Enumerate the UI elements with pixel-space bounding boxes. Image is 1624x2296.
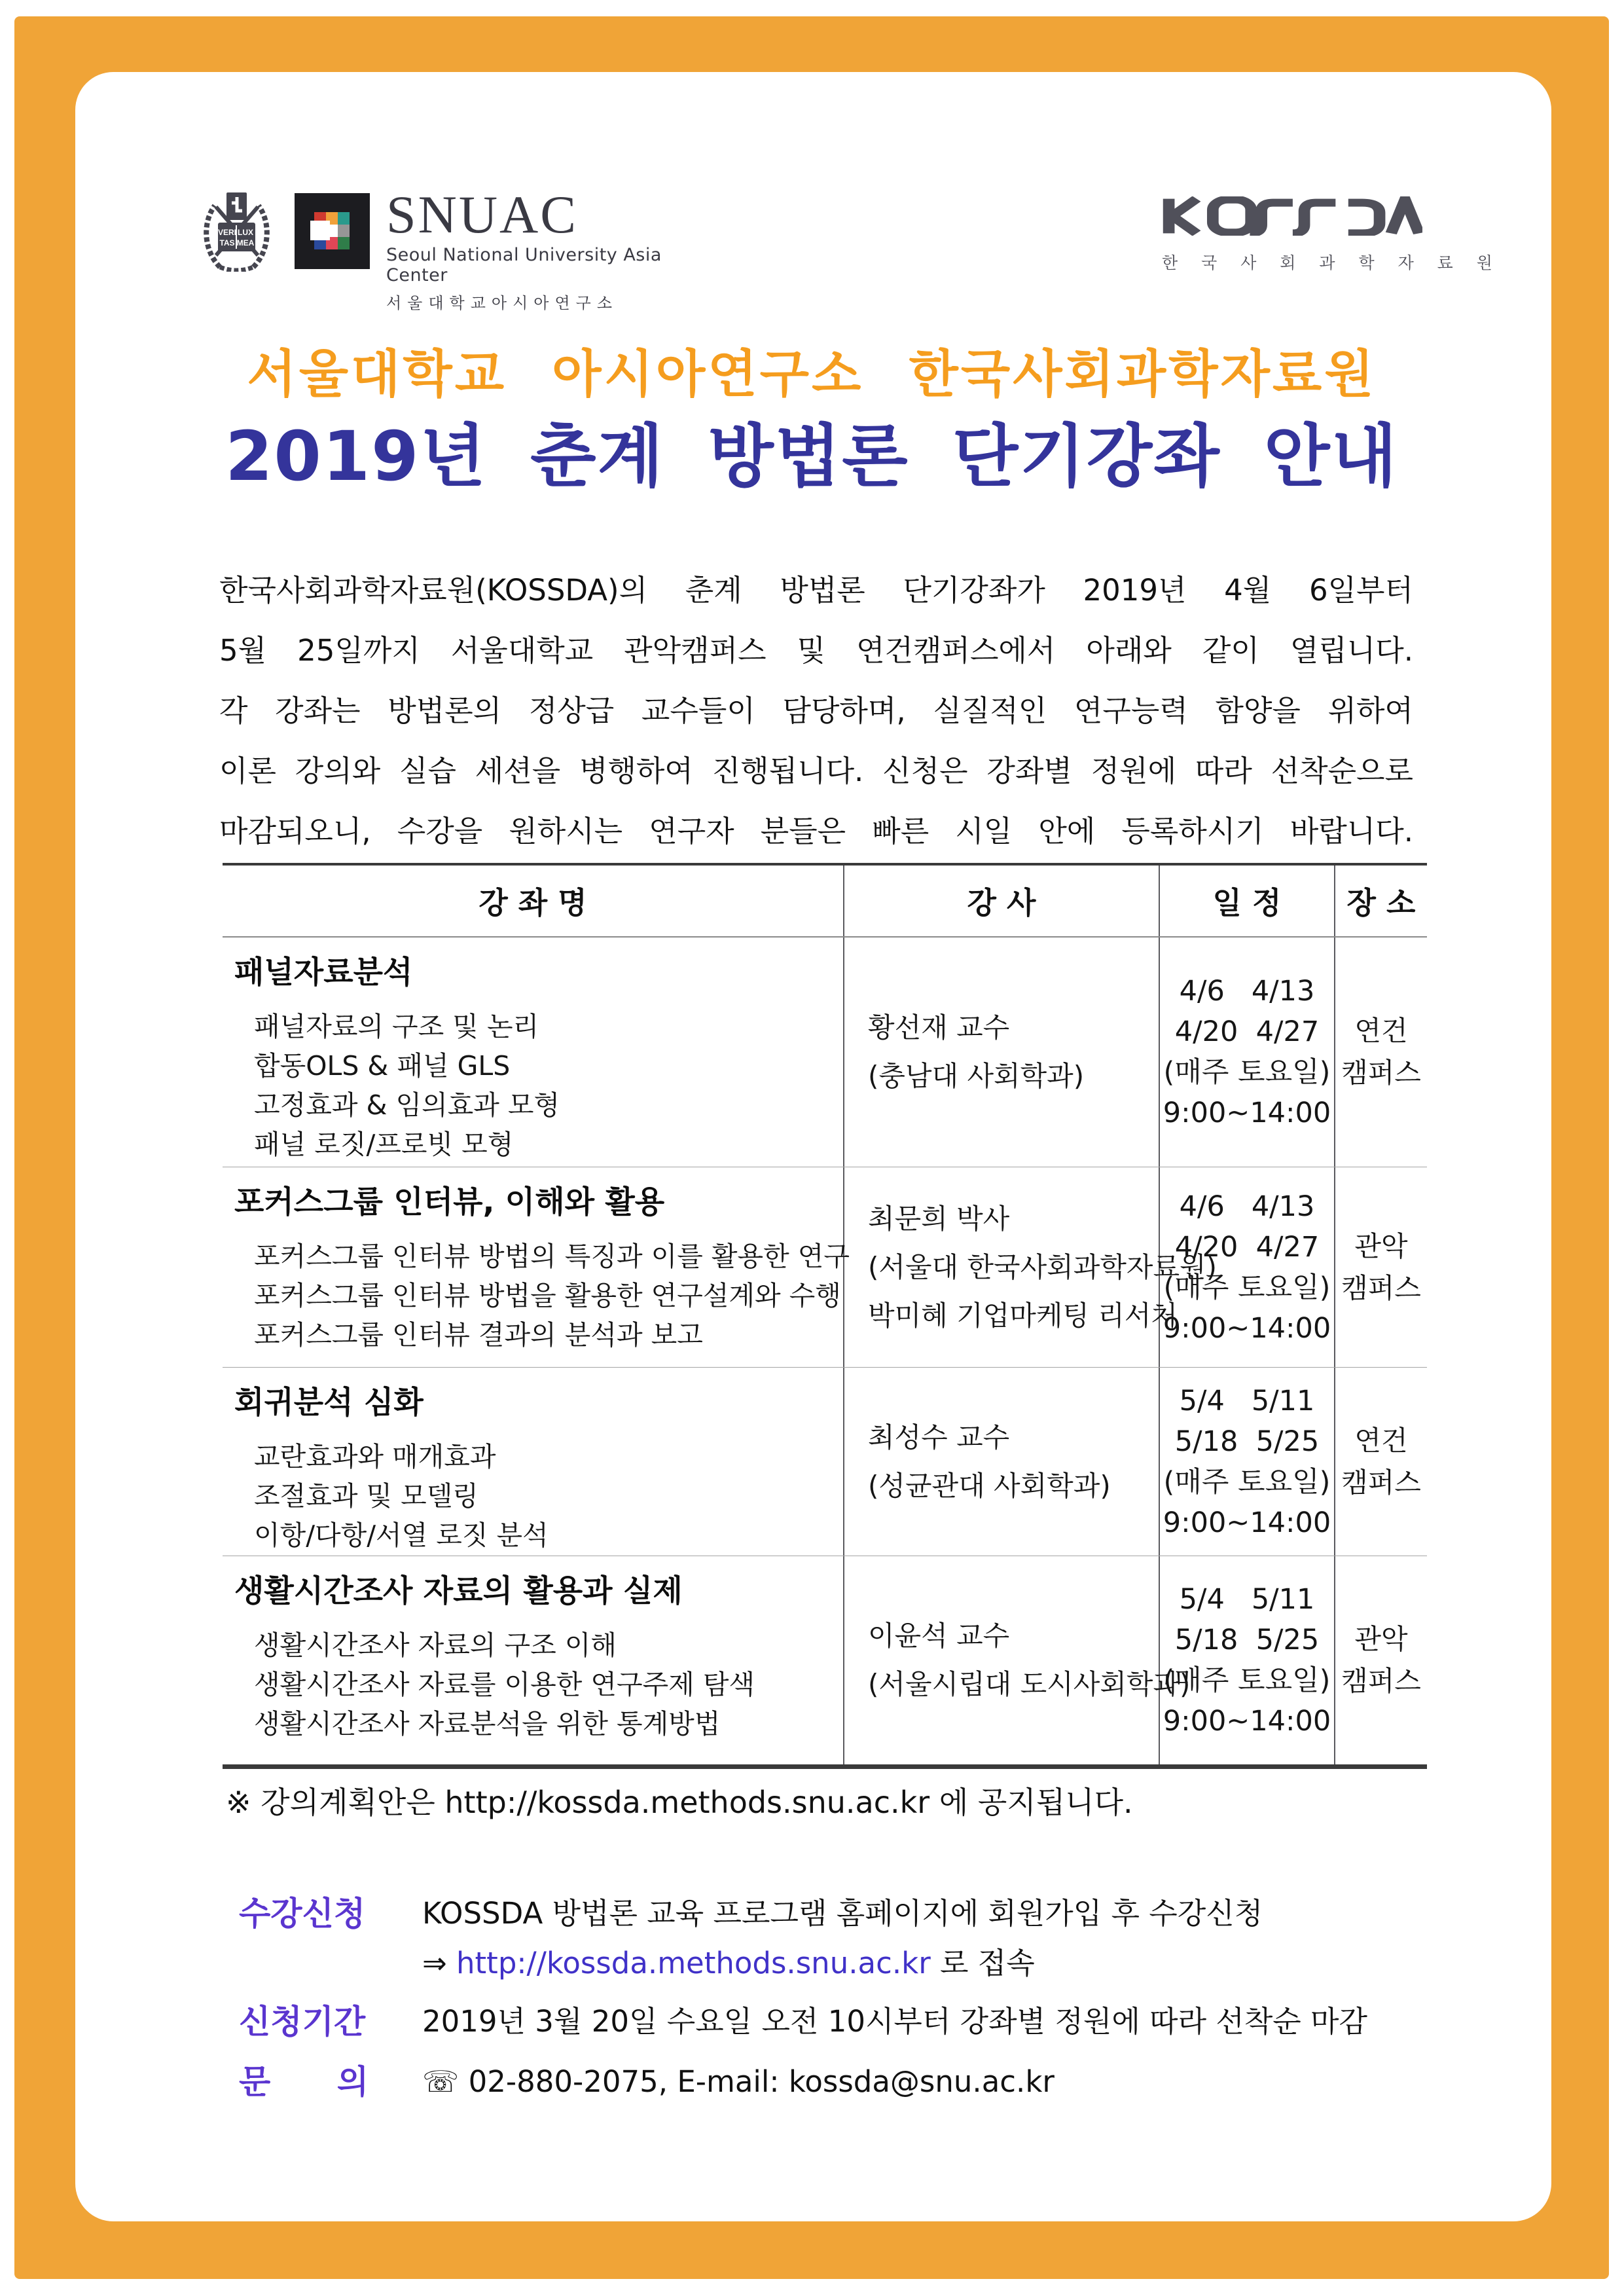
kossda-logo	[1162, 196, 1502, 274]
instructor-name: 이윤석 교수	[868, 1620, 1010, 1652]
schedule-dates: 4/20 4/27	[1174, 1015, 1320, 1048]
course-topic: 포커스그룹 인터뷰 방법의 특징과 이를 활용한 연구	[254, 1241, 850, 1272]
kossda-subtitle-ko: 한 국 사 회 과 학 자 료 원	[1162, 253, 1502, 272]
schedule-days: (매주 토요일)	[1163, 1664, 1331, 1697]
instructor-cell	[844, 1556, 1191, 1764]
svg-text:TAS: TAS	[219, 238, 235, 247]
instructor-name: 최문희 박사	[868, 1202, 1010, 1235]
schedule-time: 9:00~14:00	[1163, 1097, 1331, 1129]
column-header-location: 장 소	[1346, 885, 1416, 920]
svg-text:LUX: LUX	[238, 228, 253, 237]
kossda-wordmark-icon	[1162, 196, 1422, 236]
arrow-icon: ⇒	[422, 1946, 457, 1980]
registration-line2-suffix: 로 접속	[930, 1946, 1035, 1980]
course-topic: 합동OLS & 패널 GLS	[254, 1050, 511, 1082]
course-title: 포커스그룹 인터뷰, 이해와 활용	[234, 1184, 665, 1220]
table-row	[223, 1167, 1427, 1367]
course-topic: 패널 로짓/프로빗 모형	[254, 1129, 514, 1160]
course-topic: 고정효과 & 임의효과 모형	[254, 1089, 560, 1121]
schedule-days: (매주 토요일)	[1163, 1271, 1331, 1304]
poster-title: 2019년 춘계 방법론 단기강좌 안내	[225, 416, 1398, 496]
schedule-cell	[1160, 1167, 1335, 1367]
intro-line: 한국사회과학자료원(KOSSDA)의 춘계 방법론 단기강좌가 2019년 4월 6일부터	[219, 573, 1413, 608]
registration-label: 수강신청	[239, 1895, 366, 1933]
instructor-name: 최성수 교수	[868, 1421, 1010, 1453]
intro-paragraph	[219, 560, 1413, 862]
poster-subtitle: 서울대학교 아시아연구소 한국사회과학자료원	[247, 345, 1377, 404]
instructor-affiliation: (성균관대 사회학과)	[868, 1469, 1111, 1502]
schedule-cell	[1160, 1368, 1335, 1556]
course-topic: 포커스그룹 인터뷰 방법을 활용한 연구설계와 수행	[254, 1280, 841, 1311]
snuac-subtitle-en: Seoul National University Asia Center	[386, 245, 662, 285]
schedule-dates: 4/6 4/13	[1179, 1190, 1315, 1223]
course-topic: 이항/다항/서열 로짓 분석	[254, 1520, 549, 1551]
apply-row-registration	[239, 1894, 1263, 1983]
schedule-dates: 5/18 5/25	[1174, 1624, 1320, 1656]
intro-line: 각 강좌는 방법론의 정상급 교수들이 담당하며, 실질적인 연구능력 함양을 위하여	[219, 693, 1413, 728]
contact-label: 문 의	[239, 2063, 369, 2101]
schedule-time: 9:00~14:00	[1163, 1311, 1331, 1345]
svg-text:MEA: MEA	[236, 238, 255, 247]
instructor-affiliation: (충남대 사회학과)	[868, 1060, 1085, 1092]
course-title: 패널자료분석	[234, 955, 413, 991]
instructor-cell	[844, 1167, 1217, 1367]
course-topic: 패널자료의 구조 및 논리	[254, 1011, 539, 1042]
schedule-dates: 4/6 4/13	[1179, 975, 1315, 1008]
snuac-logo	[386, 185, 727, 313]
contact-info: ☏ 02-880-2075, E-mail: kossda@snu.ac.kr	[422, 2064, 1055, 2099]
svg-text:VERI: VERI	[217, 228, 237, 237]
course-topic: 생활시간조사 자료분석을 위한 통계방법	[254, 1708, 721, 1740]
location-campus: 연건	[1354, 1015, 1408, 1047]
schedule-dates: 5/18 5/25	[1174, 1425, 1320, 1458]
course-topic: 교란효과와 매개효과	[254, 1441, 496, 1472]
location-campus: 캠퍼스	[1341, 1665, 1421, 1697]
course-cell	[223, 1556, 844, 1764]
location-campus: 관악	[1354, 1623, 1408, 1655]
syllabus-footnote: ※ 강의계획안은 http://kossda.methods.snu.ac.kr 에 공지됩니다.	[226, 1785, 1133, 1820]
schedule-time: 9:00~14:00	[1163, 1506, 1331, 1539]
snu-university-emblem-icon	[198, 189, 275, 272]
course-cell	[223, 1368, 844, 1556]
location-campus: 캠퍼스	[1341, 1057, 1421, 1089]
location-cell	[1335, 1556, 1427, 1764]
course-table	[223, 863, 1427, 1769]
course-table-header	[223, 866, 1427, 938]
course-title: 회귀분석 심화	[234, 1385, 424, 1421]
course-title: 생활시간조사 자료의 활용과 실제	[234, 1573, 683, 1609]
course-topic: 생활시간조사 자료를 이용한 연구주제 탐색	[254, 1669, 755, 1700]
location-campus: 관악	[1354, 1230, 1408, 1262]
apply-row-contact	[239, 2062, 1055, 2102]
apply-row-period	[239, 2002, 1367, 2041]
registration-line2	[422, 1944, 1263, 1983]
schedule-days: (매주 토요일)	[1163, 1465, 1331, 1499]
course-topic: 생활시간조사 자료의 구조 이해	[254, 1630, 617, 1661]
course-topic: 포커스그룹 인터뷰 결과의 분석과 보고	[254, 1319, 703, 1351]
registration-url-link[interactable]: http://kossda.methods.snu.ac.kr	[456, 1946, 931, 1980]
schedule-cell	[1160, 1556, 1335, 1764]
instructor-affiliation: (서울대 한국사회과학자료원)	[868, 1250, 1217, 1283]
schedule-days: (매주 토요일)	[1163, 1056, 1331, 1089]
course-topic: 조절효과 및 모델링	[254, 1480, 478, 1512]
table-row	[223, 1556, 1427, 1764]
instructor-cell	[844, 938, 1160, 1167]
course-cell	[223, 1167, 850, 1367]
snuac-symbol-icon	[295, 193, 370, 269]
intro-line: 이론 강의와 실습 세션을 병행하여 진행됩니다. 신청은 강좌별 정원에 따라 선착순으로	[219, 754, 1413, 788]
period-label: 신청기간	[239, 2003, 366, 2041]
intro-line: 마감되오니, 수강을 원하시는 연구자 분들은 빠른 시일 안에 등록하시기 바랍니다.	[219, 814, 1413, 848]
schedule-cell	[1160, 938, 1335, 1167]
schedule-dates: 5/4 5/11	[1179, 1384, 1315, 1417]
snuac-subtitle-ko: 서울대학교아시아연구소	[386, 294, 619, 312]
period-info: 2019년 3월 20일 수요일 오전 10시부터 강좌별 정원에 따라 선착순 마감	[422, 2004, 1367, 2039]
registration-info	[422, 1894, 1263, 1983]
location-campus: 캠퍼스	[1341, 1466, 1421, 1499]
registration-line1: KOSSDA 방법론 교육 프로그램 홈페이지에 회원가입 후 수강신청	[422, 1896, 1263, 1931]
column-header-course: 강 좌 명	[223, 866, 844, 936]
schedule-dates: 5/4 5/11	[1179, 1583, 1315, 1616]
table-row	[223, 1367, 1427, 1556]
column-header-instructor: 강 사	[844, 866, 1160, 936]
location-campus: 캠퍼스	[1341, 1271, 1421, 1304]
snuac-wordmark: SNUAC	[386, 185, 578, 244]
course-cell	[223, 938, 844, 1167]
instructor-cell	[844, 1368, 1160, 1556]
instructor-name: 황선재 교수	[868, 1011, 1010, 1044]
instructor-affiliation: (서울시립대 도시사회학과)	[868, 1668, 1191, 1700]
instructor-name: 박미혜 기업마케팅 리서처	[868, 1299, 1178, 1332]
schedule-time: 9:00~14:00	[1163, 1705, 1331, 1738]
column-header-schedule: 일 정	[1160, 866, 1335, 936]
location-campus: 연건	[1354, 1424, 1408, 1457]
intro-line: 5월 25일까지 서울대학교 관악캠퍼스 및 연건캠퍼스에서 아래와 같이 열립니다.	[219, 633, 1413, 668]
location-cell	[1335, 1368, 1427, 1556]
schedule-dates: 4/20 4/27	[1174, 1230, 1320, 1264]
location-cell	[1335, 1167, 1427, 1367]
table-row	[223, 938, 1427, 1167]
location-cell	[1335, 938, 1427, 1167]
